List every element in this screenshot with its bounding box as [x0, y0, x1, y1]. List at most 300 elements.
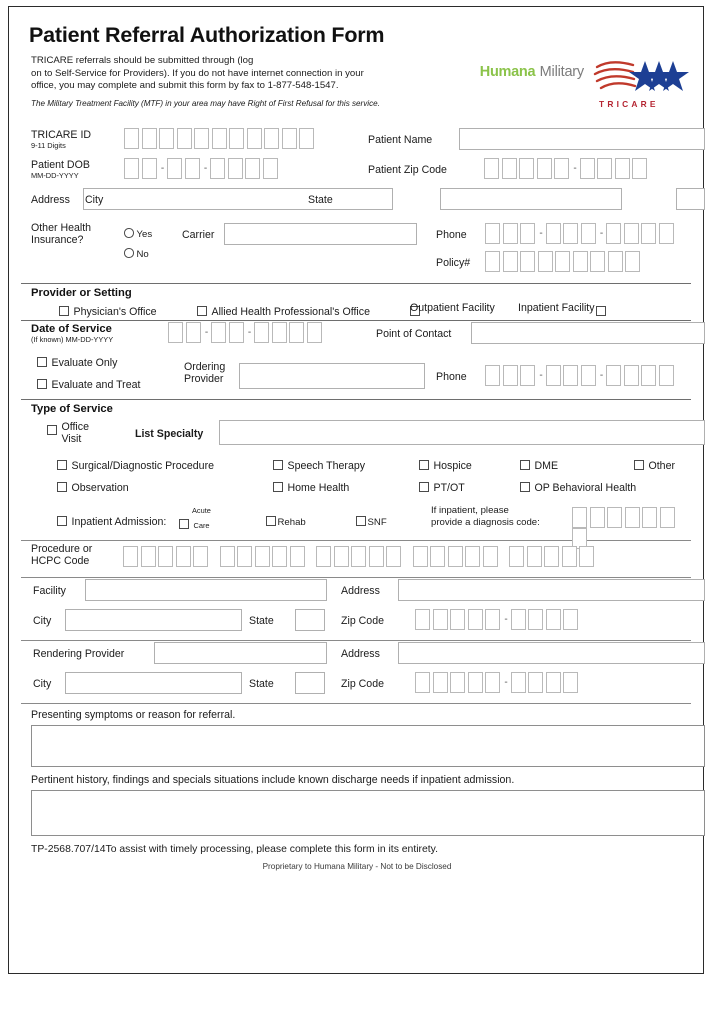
char-cell[interactable] — [159, 128, 174, 149]
footer-proprietary: Proprietary to Humana Military - Not to be Disclosed — [262, 862, 452, 871]
char-cell[interactable] — [176, 546, 191, 567]
evaluate-and-treat-label: Evaluate and Treat — [51, 379, 141, 391]
diagnosis-code-label-line1: If inpatient, please — [431, 505, 509, 516]
list-specialty-label: List Specialty — [135, 428, 204, 440]
char-cell[interactable] — [503, 223, 518, 244]
provider-setting-option-allied-health[interactable] — [197, 302, 370, 320]
intro-line-1: TRICARE referrals should be submitted through (log — [31, 55, 254, 66]
ordering-provider-label-line1: Ordering — [184, 361, 226, 373]
office-visit-option[interactable] — [47, 421, 89, 445]
char-cell[interactable] — [538, 251, 553, 272]
char-cell[interactable] — [641, 223, 656, 244]
char-cell[interactable] — [212, 128, 227, 149]
char-cell[interactable] — [369, 546, 384, 567]
char-cell[interactable] — [142, 128, 157, 149]
diagnosis-code-label-block — [431, 505, 540, 529]
speech-therapy-label: Speech Therapy — [287, 460, 366, 472]
section-provider-setting — [21, 284, 691, 320]
rehab-label: Rehab — [277, 517, 306, 528]
char-cell[interactable] — [503, 251, 518, 272]
provider-setting-option-physicians-office[interactable] — [59, 302, 157, 320]
rendering-address-input[interactable] — [398, 642, 705, 664]
separator-dash: - — [573, 163, 577, 174]
char-cell[interactable] — [245, 158, 260, 179]
char-cell[interactable] — [185, 158, 200, 179]
char-cell[interactable] — [563, 672, 578, 693]
procedure-code-label-line2: HCPC Code — [31, 555, 90, 567]
char-cell[interactable] — [433, 672, 448, 693]
char-cell[interactable] — [503, 365, 518, 386]
char-cell[interactable] — [572, 507, 587, 528]
form-header — [21, 23, 691, 127]
ohi-carrier-label: Carrier — [182, 229, 215, 241]
char-cell[interactable] — [546, 365, 561, 386]
facility-state-input[interactable] — [295, 609, 325, 631]
char-cell[interactable] — [624, 223, 639, 244]
tricare-wordmark: TRICARE — [599, 99, 659, 109]
ohi-no-label: No — [136, 249, 149, 260]
office-visit-label-line1: Office — [61, 421, 89, 433]
char-cell[interactable] — [581, 223, 596, 244]
char-cell[interactable] — [590, 507, 605, 528]
char-cell[interactable] — [413, 546, 428, 567]
char-cell[interactable] — [282, 128, 297, 149]
tricare-logo — [593, 57, 689, 109]
ohi-yes-radio[interactable] — [124, 228, 134, 238]
char-cell[interactable] — [210, 158, 225, 179]
pertinent-history-label: Pertinent history, findings and specials situations include known discharge needs if inpatient admission. — [31, 774, 515, 786]
facility-zip-input[interactable] — [415, 609, 581, 630]
physicians-office-label: Physician's Office — [73, 306, 157, 318]
acute-care-option[interactable] — [179, 506, 211, 533]
char-cell[interactable] — [528, 672, 543, 693]
surgical-label: Surgical/Diagnostic Procedure — [71, 460, 214, 472]
char-cell[interactable] — [563, 365, 578, 386]
row-facility-city — [21, 608, 691, 640]
char-cell[interactable] — [290, 546, 305, 567]
rendering-zip-label: Zip Code — [341, 678, 384, 690]
inpatient-admission-option[interactable] — [57, 512, 166, 530]
char-cell[interactable] — [485, 609, 500, 630]
separator-dash: - — [504, 614, 508, 625]
tos-option-home-health[interactable] — [273, 478, 349, 496]
patient-zip-input[interactable] — [484, 158, 650, 179]
outpatient-facility-label: Outpatient Facility — [410, 302, 495, 314]
patient-dob-input[interactable] — [124, 158, 280, 179]
rehab-option[interactable] — [266, 512, 306, 530]
char-cell[interactable] — [334, 546, 349, 567]
char-cell[interactable] — [229, 322, 244, 343]
char-cell[interactable] — [597, 158, 612, 179]
patient-address-label: Address — [31, 194, 70, 206]
row-tricare-id — [21, 127, 691, 157]
home-health-checkbox[interactable] — [273, 482, 283, 492]
inpatient-admission-label: Inpatient Admission: — [71, 516, 167, 528]
char-cell[interactable] — [502, 158, 517, 179]
char-cell[interactable] — [193, 546, 208, 567]
char-cell[interactable] — [177, 128, 192, 149]
char-cell[interactable] — [220, 546, 235, 567]
char-cell[interactable] — [546, 223, 561, 244]
char-cell[interactable] — [228, 158, 243, 179]
separator-dash: - — [539, 370, 543, 381]
observation-label: Observation — [71, 482, 129, 494]
facility-zip-label: Zip Code — [341, 615, 384, 627]
hospice-label: Hospice — [433, 460, 472, 472]
point-of-contact-input[interactable] — [471, 322, 705, 344]
rendering-zip-input[interactable] — [415, 672, 581, 693]
char-cell[interactable] — [659, 365, 674, 386]
char-cell[interactable] — [468, 609, 483, 630]
char-cell[interactable] — [632, 158, 647, 179]
provider-setting-title: Provider or Setting — [31, 287, 132, 299]
snf-checkbox[interactable] — [356, 516, 366, 526]
char-cell[interactable] — [194, 128, 209, 149]
char-cell[interactable] — [186, 322, 201, 343]
tos-option-surgical[interactable] — [57, 456, 214, 474]
home-health-label: Home Health — [287, 482, 350, 494]
char-cell[interactable] — [606, 365, 621, 386]
char-cell[interactable] — [563, 223, 578, 244]
char-cell[interactable] — [229, 128, 244, 149]
snf-label: SNF — [367, 517, 387, 528]
char-cell[interactable] — [615, 158, 630, 179]
patient-name-label: Patient Name — [368, 134, 433, 146]
allied-health-checkbox[interactable] — [197, 306, 207, 316]
procedure-code-label-block — [31, 543, 92, 567]
char-cell[interactable] — [527, 546, 542, 567]
tos-option-op-behavioral[interactable] — [520, 478, 636, 496]
inpatient-facility-checkbox[interactable] — [596, 306, 606, 316]
char-cell[interactable] — [555, 251, 570, 272]
rendering-state-label: State — [249, 678, 274, 690]
dos-label-block — [31, 323, 113, 344]
provider-setting-option-inpatient-facility[interactable] — [596, 302, 606, 320]
char-cell[interactable] — [264, 128, 279, 149]
form-sheet — [8, 6, 704, 974]
ordering-provider-label-line2: Provider — [184, 373, 224, 385]
patient-city-input[interactable] — [440, 188, 622, 210]
patient-city-label: City — [85, 194, 104, 206]
rendering-provider-label: Rendering Provider — [33, 648, 125, 660]
separator-dash: - — [599, 370, 604, 381]
char-cell[interactable] — [485, 223, 500, 244]
char-cell[interactable] — [316, 546, 331, 567]
char-cell[interactable] — [625, 507, 640, 528]
rendering-address-label: Address — [341, 648, 380, 660]
presenting-symptoms-textarea[interactable] — [31, 725, 705, 767]
ohi-question-line2: Insurance? — [31, 234, 84, 246]
separator-dash: - — [599, 228, 604, 239]
tos-option-other[interactable] — [634, 456, 675, 474]
char-cell[interactable] — [580, 158, 595, 179]
hospice-checkbox[interactable] — [419, 460, 429, 470]
separator-dash: - — [247, 327, 252, 338]
char-cell[interactable] — [581, 365, 596, 386]
char-cell[interactable] — [485, 365, 500, 386]
char-cell[interactable] — [211, 322, 226, 343]
tos-option-hospice[interactable] — [419, 456, 472, 474]
pt-ot-checkbox[interactable] — [419, 482, 429, 492]
char-cell[interactable] — [263, 158, 278, 179]
patient-state-input[interactable] — [676, 188, 705, 210]
facility-label: Facility — [33, 585, 66, 597]
char-cell[interactable] — [520, 223, 535, 244]
char-cell[interactable] — [448, 546, 463, 567]
other-checkbox[interactable] — [634, 460, 644, 470]
physicians-office-checkbox[interactable] — [59, 306, 69, 316]
row-patient-dob — [21, 157, 691, 187]
tos-option-speech-therapy[interactable] — [273, 456, 365, 474]
tricare-emblem-icon — [593, 57, 689, 99]
office-visit-label-line2: Visit — [61, 433, 82, 445]
char-cell[interactable] — [484, 158, 499, 179]
patient-dob-label: Patient DOB — [31, 159, 90, 171]
char-cell[interactable] — [468, 672, 483, 693]
char-cell[interactable] — [450, 672, 465, 693]
dme-checkbox[interactable] — [520, 460, 530, 470]
military-wordmark: Military — [539, 64, 584, 80]
row-rendering-city — [21, 671, 691, 703]
char-cell[interactable] — [642, 507, 657, 528]
intro-line-2: on to Self-Service for Providers). If you do not have internet connection in your — [31, 67, 364, 79]
char-cell[interactable] — [272, 546, 287, 567]
patient-zip-label: Patient Zip Code — [368, 164, 447, 176]
char-cell[interactable] — [386, 546, 401, 567]
inpatient-facility-label: Inpatient Facility — [518, 302, 595, 314]
patient-name-input[interactable] — [459, 128, 705, 150]
patient-state-label: State — [308, 194, 333, 206]
char-cell[interactable] — [573, 251, 588, 272]
char-cell[interactable] — [520, 251, 535, 272]
rendering-provider-input[interactable] — [154, 642, 327, 664]
char-cell[interactable] — [546, 672, 561, 693]
char-cell[interactable] — [624, 365, 639, 386]
ohi-yes-option[interactable] — [124, 224, 152, 242]
char-cell[interactable] — [625, 251, 640, 272]
row-facility — [21, 578, 691, 608]
facility-address-label: Address — [341, 585, 380, 597]
facility-input[interactable] — [85, 579, 327, 601]
op-behavioral-health-checkbox[interactable] — [520, 482, 530, 492]
evaluate-only-option[interactable] — [37, 353, 117, 371]
char-cell[interactable] — [289, 322, 304, 343]
char-cell[interactable] — [606, 223, 621, 244]
rendering-city-input[interactable] — [65, 672, 242, 694]
char-cell[interactable] — [124, 128, 139, 149]
section-pertinent-history — [21, 772, 691, 842]
date-of-service-input[interactable] — [168, 322, 324, 343]
char-cell[interactable] — [511, 609, 526, 630]
ohi-no-radio[interactable] — [124, 248, 134, 258]
char-cell[interactable] — [511, 672, 526, 693]
tricare-id-label-block — [31, 129, 91, 150]
facility-state-label: State — [249, 615, 274, 627]
char-cell[interactable] — [660, 507, 675, 528]
ohi-phone-label: Phone — [436, 229, 467, 241]
char-cell[interactable] — [415, 609, 430, 630]
tos-option-pt-ot[interactable] — [419, 478, 465, 496]
ohi-phone-input[interactable] — [485, 223, 676, 244]
acute-care-checkbox[interactable] — [179, 519, 189, 529]
op-behavioral-health-label: OP Behavioral Health — [534, 482, 637, 494]
char-cell[interactable] — [124, 158, 139, 179]
mtf-note: The Military Treatment Facility (MTF) in your area may have Right of First Refusal for this service. — [31, 98, 380, 108]
pt-ot-label: PT/OT — [433, 482, 465, 494]
char-cell[interactable] — [123, 546, 138, 567]
footer-instruction-line — [31, 844, 438, 855]
char-cell[interactable] — [607, 507, 622, 528]
procedure-code-label-line1: Procedure or — [31, 543, 93, 555]
speech-therapy-checkbox[interactable] — [273, 460, 283, 470]
ordering-provider-label-block — [184, 361, 225, 385]
char-cell[interactable] — [485, 251, 500, 272]
ohi-question-line1: Other Health — [31, 222, 92, 234]
rendering-state-input[interactable] — [295, 672, 325, 694]
ohi-policy-label: Policy# — [436, 257, 471, 269]
char-cell[interactable] — [433, 609, 448, 630]
humana-wordmark: Humana — [479, 64, 536, 80]
ordering-phone-label: Phone — [436, 371, 467, 383]
patient-address-input[interactable] — [83, 188, 393, 210]
dob-label-block — [31, 159, 90, 180]
row-other-health-insurance — [21, 219, 691, 283]
ohi-question — [31, 222, 91, 246]
row-rendering-provider — [21, 641, 691, 671]
row-date-of-service — [21, 321, 691, 351]
char-cell[interactable] — [562, 546, 577, 567]
intro-line-3: office, you may complete and submit this form by fax to 1-877-548-1547. — [31, 80, 339, 92]
intro-text — [31, 55, 461, 93]
char-cell[interactable] — [450, 609, 465, 630]
char-cell[interactable] — [307, 322, 322, 343]
allied-health-label: Allied Health Professional's Office — [211, 306, 370, 318]
facility-city-input[interactable] — [65, 609, 242, 631]
observation-checkbox[interactable] — [57, 482, 67, 492]
separator-dash: - — [539, 228, 543, 239]
char-cell[interactable] — [546, 609, 561, 630]
separator-dash: - — [160, 163, 165, 174]
char-cell[interactable] — [351, 546, 366, 567]
pertinent-history-textarea[interactable] — [31, 790, 705, 836]
separator-dash: - — [204, 327, 209, 338]
point-of-contact-label: Point of Contact — [376, 328, 452, 340]
office-visit-checkbox[interactable] — [47, 425, 57, 435]
char-cell[interactable] — [247, 128, 262, 149]
footer-instruction: To assist with timely processing, please complete this form in its entirety. — [105, 844, 438, 855]
section-presenting-symptoms — [21, 704, 691, 772]
page-title: Patient Referral Authorization Form — [29, 23, 385, 47]
form-footer — [21, 842, 691, 882]
char-cell[interactable] — [659, 223, 674, 244]
char-cell[interactable] — [537, 158, 552, 179]
char-cell[interactable] — [590, 251, 605, 272]
acute-care-label-line2: Care — [193, 521, 210, 530]
ohi-carrier-input[interactable] — [224, 223, 417, 245]
tos-option-observation[interactable] — [57, 478, 129, 496]
evaluate-only-label: Evaluate Only — [51, 357, 118, 369]
char-cell[interactable] — [579, 546, 594, 567]
char-cell[interactable] — [528, 609, 543, 630]
char-cell[interactable] — [255, 546, 270, 567]
row-inpatient-admission — [21, 502, 691, 540]
separator-dash: - — [504, 677, 508, 688]
facility-city-label: City — [33, 615, 52, 627]
char-cell[interactable] — [563, 609, 578, 630]
date-of-service-label: Date of Service — [31, 323, 112, 335]
section-type-of-service — [21, 400, 691, 502]
diagnosis-code-label-line2: provide a diagnosis code: — [431, 517, 540, 528]
brand-logos — [480, 57, 689, 109]
evaluate-only-checkbox[interactable] — [37, 357, 47, 367]
patient-dob-sublabel: MM-DD-YYYY — [31, 171, 79, 180]
char-cell[interactable] — [299, 128, 314, 149]
char-cell[interactable] — [141, 546, 156, 567]
inpatient-admission-checkbox[interactable] — [57, 516, 67, 526]
char-cell[interactable] — [272, 322, 287, 343]
char-cell[interactable] — [237, 546, 252, 567]
ohi-yes-label: Yes — [136, 229, 153, 240]
row-patient-address — [21, 187, 691, 219]
char-cell[interactable] — [168, 322, 183, 343]
type-of-service-title: Type of Service — [31, 403, 113, 415]
rendering-city-label: City — [33, 678, 52, 690]
procedure-code-input[interactable] — [123, 546, 597, 567]
ordering-phone-input[interactable] — [485, 365, 676, 386]
facility-address-input[interactable] — [398, 579, 705, 601]
surgical-checkbox[interactable] — [57, 460, 67, 470]
footer-form-code: TP-2568.707/14 — [31, 844, 106, 855]
char-cell[interactable] — [167, 158, 182, 179]
separator-dash: - — [203, 163, 208, 174]
char-cell[interactable] — [254, 322, 269, 343]
evaluate-and-treat-checkbox[interactable] — [37, 379, 47, 389]
char-cell[interactable] — [430, 546, 445, 567]
date-of-service-sublabel: (If known) MM-DD-YYYY — [31, 335, 114, 344]
char-cell[interactable] — [520, 365, 535, 386]
tricare-id-sublabel: 9-11 Digits — [31, 141, 66, 150]
snf-option[interactable] — [356, 512, 387, 530]
char-cell[interactable] — [158, 546, 173, 567]
char-cell[interactable] — [608, 251, 623, 272]
char-cell[interactable] — [485, 672, 500, 693]
row-procedure-code — [21, 541, 691, 577]
char-cell[interactable] — [641, 365, 656, 386]
tricare-id-input[interactable] — [124, 128, 317, 149]
dme-label: DME — [534, 460, 559, 472]
char-cell[interactable] — [465, 546, 480, 567]
char-cell[interactable] — [554, 158, 569, 179]
char-cell[interactable] — [509, 546, 524, 567]
presenting-symptoms-label: Presenting symptoms or reason for referral. — [31, 709, 236, 721]
ordering-provider-input[interactable] — [239, 363, 425, 389]
ohi-policy-input[interactable] — [485, 251, 643, 272]
char-cell[interactable] — [483, 546, 498, 567]
humana-military-logo — [480, 57, 584, 81]
list-specialty-input[interactable] — [219, 420, 705, 445]
rehab-checkbox[interactable] — [266, 516, 276, 526]
ohi-no-option[interactable] — [124, 244, 149, 262]
other-label: Other — [648, 460, 675, 472]
char-cell[interactable] — [519, 158, 534, 179]
char-cell[interactable] — [142, 158, 157, 179]
char-cell[interactable] — [415, 672, 430, 693]
acute-care-label-line1: Acute — [192, 506, 211, 515]
tos-option-dme[interactable] — [520, 456, 558, 474]
char-cell[interactable] — [544, 546, 559, 567]
row-evaluate-ordering — [21, 351, 691, 399]
evaluate-and-treat-option[interactable] — [37, 375, 140, 393]
